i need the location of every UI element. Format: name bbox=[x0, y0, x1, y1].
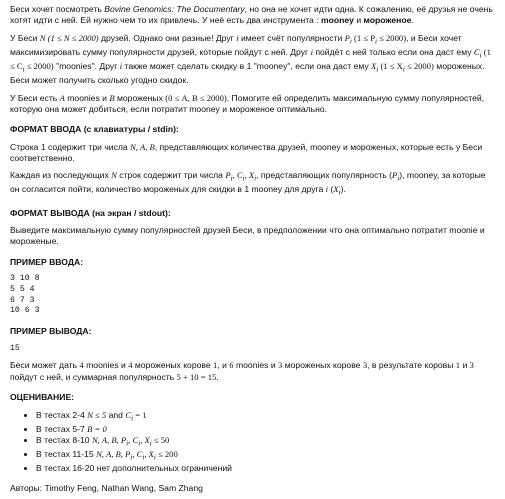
authors-line: Авторы: Timothy Feng, Nathan Wang, Sam Zhang bbox=[10, 482, 203, 493]
tool-mooney: mooney bbox=[320, 15, 354, 26]
text: , представляющих популярность ( bbox=[256, 170, 393, 181]
math-sub: i bbox=[479, 51, 482, 60]
text: . Помогите ей определить максимальную сумму популярностей, которую она может добиться, если потратит mooney и мороженое оптимально. bbox=[10, 92, 485, 114]
text: "moonies". Друг bbox=[53, 61, 120, 72]
text: ). bbox=[340, 184, 346, 195]
scoring-list bbox=[10, 410, 495, 475]
math-sub: i bbox=[397, 174, 400, 183]
math-sub: i bbox=[142, 453, 145, 462]
math: N, A, B bbox=[130, 141, 155, 152]
text: ( bbox=[328, 184, 334, 195]
text: Строка 1 содержит три числа bbox=[10, 141, 131, 152]
math: N, A, B, P bbox=[96, 449, 131, 460]
math: 3 bbox=[278, 360, 283, 371]
math-sub: i bbox=[402, 65, 405, 74]
math: P bbox=[392, 170, 398, 181]
list-item bbox=[36, 449, 495, 463]
math: i bbox=[310, 46, 313, 57]
math: ≤ 200 bbox=[155, 449, 178, 460]
text: друзей. Однако они разные! Друг bbox=[98, 32, 237, 43]
text: moonies и bbox=[64, 92, 110, 103]
math: (1 ≤ X bbox=[378, 61, 403, 72]
sample-output: 15 bbox=[10, 343, 20, 353]
budget-paragraph bbox=[10, 93, 495, 116]
text: moonies и bbox=[83, 360, 129, 371]
math: B bbox=[109, 92, 115, 103]
text: мороженых. Беси может получить сколько угодно скидок. bbox=[10, 61, 485, 86]
math: C bbox=[236, 170, 243, 181]
list-item bbox=[36, 410, 495, 424]
list-item bbox=[36, 435, 495, 449]
math: (1 ≤ P bbox=[351, 32, 375, 43]
output-paragraph: Выведите максимальную сумму популярностей друзей Беси, в предположении что она оптимально потратит moonie и мороженые. bbox=[10, 224, 485, 247]
intro-text: , но она не хочет идти одна. К сожалению, её друзья не очень хотят идти с ней. Ей нужно чем то их привлечь. У неё есть два инструмента : bbox=[10, 4, 493, 26]
math: ≤ 2000) bbox=[377, 32, 407, 43]
text: и bbox=[460, 360, 470, 371]
math-sub: i bbox=[22, 65, 25, 74]
math: i bbox=[119, 61, 123, 72]
math: B = 0 bbox=[87, 423, 107, 434]
intro-text: и bbox=[353, 15, 364, 26]
input-format-heading: ФОРМАТ ВВОДА (с клавиатуры / stdin): bbox=[10, 124, 179, 135]
text: мороженых корове bbox=[282, 360, 363, 371]
intro-text: Беси хочет посмотреть bbox=[10, 4, 105, 14]
math: , bbox=[232, 170, 237, 181]
text: В тестах 5-7 bbox=[36, 423, 88, 434]
math: = 1 bbox=[133, 409, 147, 420]
math-sub: i bbox=[138, 439, 141, 448]
math: ≤ 50 bbox=[151, 435, 170, 446]
text: В тестах 8-10 bbox=[36, 435, 92, 446]
math: ≤ 2000) bbox=[24, 61, 54, 72]
math: 1 bbox=[455, 360, 461, 371]
math: 3 bbox=[362, 360, 368, 371]
text: мороженых корове bbox=[132, 360, 214, 371]
scoring-heading: ОЦЕНИВАНИЕ: bbox=[10, 392, 75, 403]
intro-text: . bbox=[411, 15, 414, 26]
math: N, A, B, P bbox=[91, 435, 127, 446]
sample-input-heading: ПРИМЕР ВВОДА: bbox=[10, 256, 84, 267]
math-sub: i bbox=[349, 37, 352, 46]
intro-paragraph bbox=[10, 4, 495, 27]
math: , bbox=[244, 170, 249, 181]
math: C bbox=[473, 46, 480, 57]
math: P bbox=[225, 170, 231, 181]
text: , в результате коровы bbox=[367, 360, 456, 371]
math: 1 bbox=[213, 360, 218, 371]
text: имеет счёт популярности bbox=[238, 32, 345, 43]
math-sub: i bbox=[230, 174, 233, 183]
math: , C bbox=[128, 435, 139, 446]
math: N bbox=[111, 170, 117, 181]
math: X bbox=[371, 61, 377, 72]
text: Каждая из последующих bbox=[10, 170, 112, 181]
text: moonies и bbox=[233, 360, 279, 371]
math: 3 bbox=[469, 360, 474, 371]
math-sub: i bbox=[254, 174, 257, 183]
text: У Беси bbox=[10, 32, 40, 43]
math: 4 bbox=[79, 360, 84, 371]
math: (0 ≤ A, B ≤ 2000) bbox=[165, 92, 227, 103]
explanation-paragraph bbox=[10, 360, 495, 383]
math-sub: i bbox=[153, 453, 156, 462]
math: N (1 ≤ N ≤ 2000) bbox=[39, 32, 99, 43]
math-sub: i bbox=[126, 439, 129, 448]
friends-paragraph bbox=[10, 33, 495, 87]
math: ≤ 2000) bbox=[404, 61, 434, 72]
text: , представляющих количества друзей, mooney и мороженых, которые есть у Беси соответственно. bbox=[10, 141, 483, 163]
math-sub: i bbox=[242, 174, 245, 183]
tool-icecream: мороженое bbox=[363, 15, 412, 26]
text: , и bbox=[217, 360, 230, 371]
math: 4 bbox=[128, 360, 133, 371]
math: A bbox=[59, 92, 65, 103]
math-sub: i bbox=[376, 65, 379, 74]
text: пойдут с ней, и суммарная популярность bbox=[10, 371, 177, 382]
math: X bbox=[333, 184, 339, 195]
text: У Беси есть bbox=[10, 92, 60, 103]
sample-output-heading: ПРИМЕР ВЫВОДА: bbox=[10, 326, 92, 337]
text: . bbox=[216, 371, 219, 382]
math: X bbox=[248, 170, 255, 181]
math: i bbox=[236, 32, 239, 43]
text: and bbox=[106, 409, 126, 420]
film-title: Bovine Genomics: The Documentary bbox=[104, 4, 245, 14]
math-sub: i bbox=[149, 439, 152, 448]
math-sub: i bbox=[338, 189, 341, 198]
math: i bbox=[325, 184, 329, 195]
text: Беси может дать bbox=[10, 360, 80, 371]
math: N ≤ 5 bbox=[87, 409, 107, 420]
text: строк содержит три числа bbox=[116, 170, 226, 181]
text: В тестах 2-4 bbox=[36, 409, 88, 420]
math: 6 bbox=[229, 360, 234, 371]
input-lines-paragraph bbox=[10, 170, 495, 198]
math-sub: i bbox=[131, 414, 134, 423]
text: мороженых bbox=[114, 92, 166, 103]
text: ), mooney, за которые он согласится пойти, количество мороженых для скидки в 1 mooney для друга bbox=[10, 170, 486, 195]
list-item bbox=[36, 463, 495, 474]
input-line1-paragraph bbox=[10, 142, 495, 165]
math-sub: i bbox=[130, 453, 133, 462]
math: , X bbox=[144, 449, 154, 460]
text: В тестах 11-15 bbox=[36, 449, 97, 460]
math: , X bbox=[140, 435, 150, 446]
text: также может сделать скидку в 1 "mooney", если она даст ему bbox=[122, 61, 372, 72]
text: В тестах 16-20 нет дополнительных ограничений bbox=[36, 463, 232, 474]
list-item bbox=[36, 424, 495, 435]
math-sub: i bbox=[375, 37, 377, 46]
math: P bbox=[344, 32, 350, 43]
math: (1 ≤ C bbox=[10, 46, 491, 72]
math: , C bbox=[132, 449, 143, 460]
math: C bbox=[125, 409, 132, 420]
math: 5 + 10 = 15 bbox=[176, 371, 217, 382]
output-format-heading: ФОРМАТ ВЫВОДА (на экран / stdout): bbox=[10, 207, 171, 218]
text: , и Беси хочет максимизировать сумму популярности друзей, которые пойдут с ней. Друг bbox=[10, 32, 462, 57]
text: пойдёт с ней только если она даст ему bbox=[312, 46, 474, 57]
sample-input: 3 10 8 5 5 4 6 7 3 10 6 3 bbox=[10, 273, 40, 316]
